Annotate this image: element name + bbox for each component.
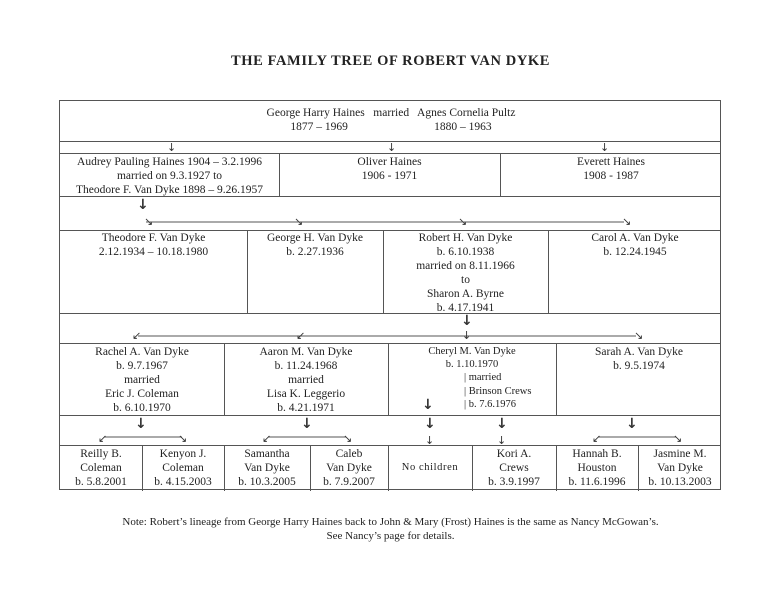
arrow-down-right-icon: ↘	[343, 432, 353, 445]
person-line: married on 9.3.1927 to	[116, 170, 223, 182]
gen5-hannah	[556, 447, 638, 489]
person-line: Sarah A. Van Dyke	[595, 346, 683, 358]
gen2-oliver	[279, 155, 500, 183]
gen2-audrey	[60, 155, 279, 197]
arrow-down-right-icon: ↘	[622, 215, 632, 228]
down-arrow-icon: ↓	[167, 141, 177, 154]
page-title: THE FAMILY TREE OF ROBERT VAN DYKE	[230, 53, 551, 69]
person-line: b. 7.9.2007	[323, 476, 375, 488]
person-line: b. 11.24.1968	[274, 360, 338, 372]
arrow-down-right-icon: ↘	[178, 432, 188, 445]
person-line: b. 4.21.1971	[277, 402, 335, 414]
person-line: married on 8.11.1966	[416, 260, 515, 272]
person-line: married	[124, 374, 160, 386]
person-line: b. 6.10.1970	[113, 402, 171, 414]
person-line: Houston	[577, 462, 617, 474]
person-line: Lisa K. Leggerio	[266, 388, 346, 400]
gen4-rachel	[60, 345, 224, 415]
gen5-no-children	[388, 461, 472, 475]
footnote	[0, 515, 781, 543]
arrow-down-left-icon: ↙	[262, 432, 272, 445]
person-line: to	[461, 274, 470, 286]
person-line: b. 9.7.1967	[116, 360, 168, 372]
down-arrow-icon: ↓	[422, 397, 434, 413]
person-line: 1906 - 1971	[361, 170, 418, 182]
person-line: b. 2.27.1936	[286, 246, 344, 258]
down-arrow-icon: ↓	[600, 141, 610, 154]
sibling-connector	[598, 435, 678, 439]
person-line: 2.12.1934 – 10.18.1980	[98, 246, 209, 258]
arrow-down-right-icon: ↘	[144, 215, 154, 228]
gen5-caleb	[310, 447, 388, 489]
person-line: Robert H. Van Dyke	[418, 232, 513, 244]
person-line: Coleman	[80, 462, 122, 474]
arrow-down-left-icon: ↙	[132, 329, 142, 342]
sibling-connector	[146, 220, 626, 224]
person-line: Cheryl M. Van Dyke	[428, 346, 516, 357]
down-arrow-icon: ↓	[496, 416, 508, 432]
person-line: Hannah B.	[572, 448, 622, 460]
gen1-line2: 1877 – 1969 1880 – 1963	[290, 121, 492, 133]
family-tree-chart	[59, 100, 721, 490]
arrow-down-right-icon: ↘	[458, 215, 468, 228]
person-line: married	[288, 374, 324, 386]
down-arrow-icon: ↓	[425, 434, 435, 447]
person-line: | b. 7.6.1976	[464, 399, 516, 410]
person-line: Audrey Pauling Haines 1904 – 3.2.1996	[77, 156, 262, 168]
person-line: b. 6.10.1938	[436, 246, 495, 258]
gen5-kenyon	[142, 447, 224, 489]
down-arrow-icon: ↓	[626, 416, 638, 432]
arrow-down-left-icon: ↙	[296, 329, 306, 342]
person-line: Van Dyke	[244, 462, 290, 474]
gen3-george	[247, 231, 383, 259]
down-arrow-icon: ↓	[497, 434, 507, 447]
down-arrow-icon: ↓	[137, 197, 149, 213]
person-line: | married	[464, 372, 502, 383]
person-line: Crews	[499, 462, 529, 474]
person-line: Carol A. Van Dyke	[591, 232, 679, 244]
arrow-down-right-icon: ↘	[673, 432, 683, 445]
down-arrow-icon: ↓	[462, 329, 472, 342]
person-line: b. 1.10.1970	[445, 359, 499, 370]
person-line: | Brinson Crews	[464, 385, 532, 397]
down-arrow-icon: ↓	[301, 416, 313, 432]
sibling-connector	[138, 334, 638, 338]
down-arrow-icon: ↓	[461, 313, 473, 329]
person-line: Jasmine M.	[653, 448, 707, 460]
person-line: b. 10.13.2003	[648, 476, 712, 488]
arrow-down-left-icon: ↙	[592, 432, 602, 445]
person-line: Rachel A. Van Dyke	[95, 346, 189, 358]
person-line: Caleb	[335, 448, 363, 460]
person-line: b. 11.6.1996	[568, 476, 626, 488]
person-line: b. 3.9.1997	[488, 476, 540, 488]
person-line: b. 10.3.2005	[238, 476, 296, 488]
gen1-line1: George Harry Haines married Agnes Cornelia Pultz	[266, 107, 516, 119]
footnote-line1: Note: Robert’s lineage from George Harry Haines back to John & Mary (Frost) Haines is the same as Nancy McGowan’s.	[122, 516, 659, 528]
gen3-robert	[383, 231, 548, 315]
arrow-down-right-icon: ↘	[294, 215, 304, 228]
sibling-connector	[104, 435, 184, 439]
down-arrow-icon: ↓	[424, 416, 436, 432]
person-line: Samantha	[244, 448, 290, 460]
person-line: Theodore F. Van Dyke 1898 – 9.26.1957	[76, 184, 263, 196]
person-line: b. 9.5.1974	[613, 360, 665, 372]
gen4-sarah	[556, 345, 722, 373]
row-divider	[60, 415, 720, 416]
person-line: Eric J. Coleman	[105, 388, 179, 400]
person-line: b. 4.15.2003	[154, 476, 212, 488]
gen4-cheryl-spouse	[464, 371, 531, 412]
gen1-couple	[60, 106, 722, 134]
person-line: No children	[401, 462, 459, 473]
person-line: George H. Van Dyke	[266, 232, 364, 244]
person-line: Van Dyke	[326, 462, 372, 474]
person-line: Everett Haines	[576, 156, 645, 168]
sibling-connector	[268, 435, 348, 439]
gen5-reilly	[60, 447, 142, 489]
person-line: 1908 - 1987	[583, 170, 639, 182]
gen3-carol	[548, 231, 722, 259]
person-line: b. 12.24.1945	[603, 246, 667, 258]
person-line: Kori A.	[496, 448, 532, 460]
person-line: Theodore F. Van Dyke	[101, 232, 206, 244]
arrow-down-left-icon: ↙	[98, 432, 108, 445]
row-divider	[60, 343, 720, 344]
person-line: Van Dyke	[657, 462, 703, 474]
gen5-jasmine	[638, 447, 722, 489]
gen3-theodore	[60, 231, 247, 259]
person-line: Oliver Haines	[357, 156, 422, 168]
row-divider	[60, 445, 720, 446]
person-line: Aaron M. Van Dyke	[259, 346, 353, 358]
person-line: b. 4.17.1941	[436, 302, 495, 314]
person-line: Reilly B.	[80, 448, 122, 460]
gen5-kori	[472, 447, 556, 489]
person-line: Sharon A. Byrne	[427, 288, 504, 300]
gen4-aaron	[224, 345, 388, 415]
down-arrow-icon: ↓	[387, 141, 397, 154]
person-line: Coleman	[162, 462, 204, 474]
footnote-line2: See Nancy’s page for details.	[326, 530, 455, 542]
gen2-everett	[500, 155, 722, 183]
down-arrow-icon: ↓	[135, 416, 147, 432]
gen4-cheryl	[388, 345, 556, 371]
gen5-samantha	[224, 447, 310, 489]
person-line: Kenyon J.	[159, 448, 207, 460]
person-line: b. 5.8.2001	[75, 476, 127, 488]
arrow-down-right-icon: ↘	[634, 329, 644, 342]
